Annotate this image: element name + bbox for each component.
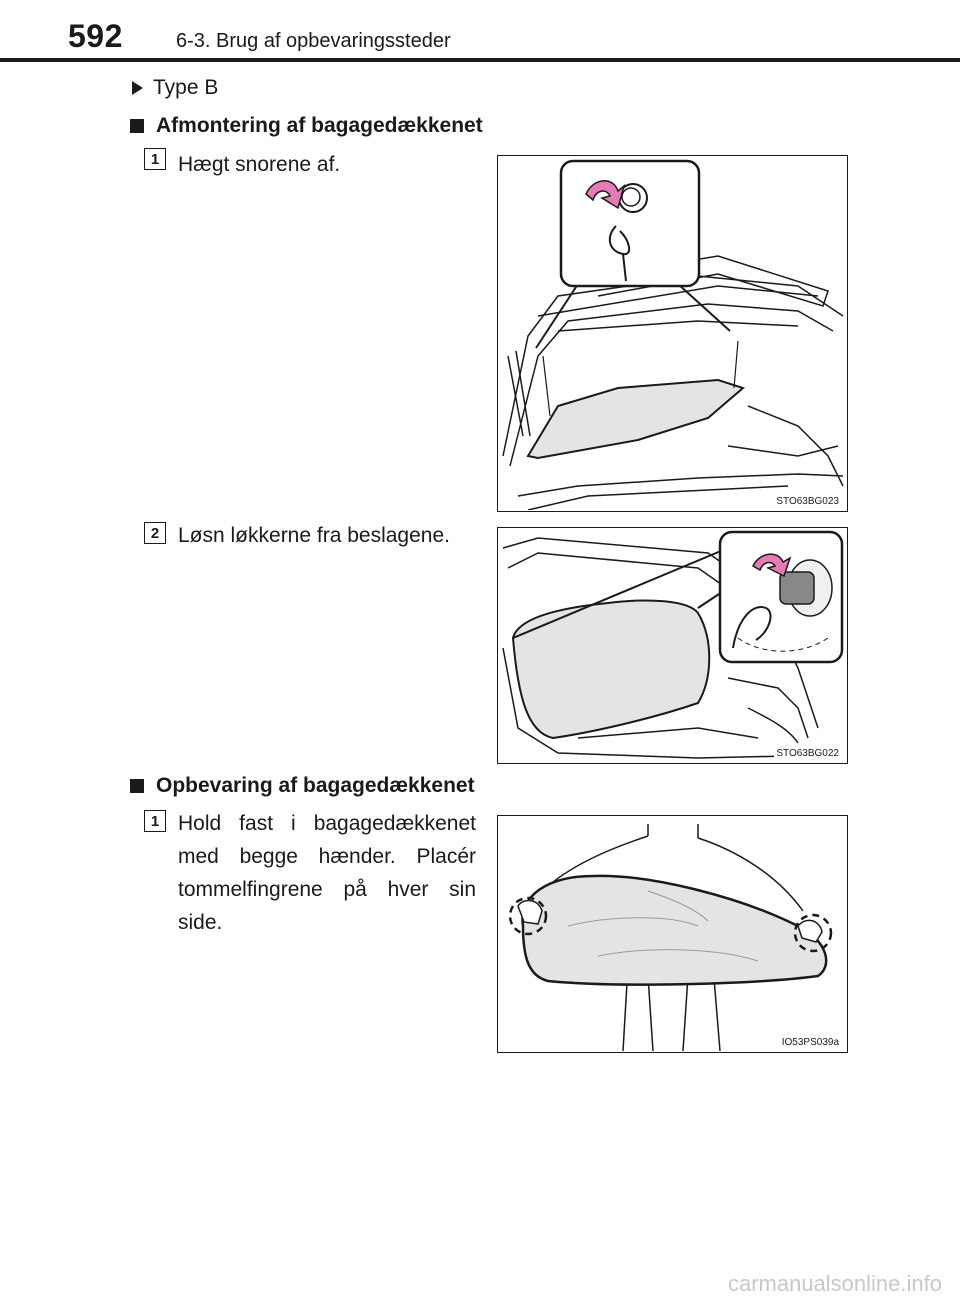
section-heading-removal	[130, 114, 483, 138]
header-title: 6-3. Brug af opbevaringssteder	[176, 30, 451, 52]
figure-unhook-cords	[497, 155, 848, 512]
watermark: carmanualsonline.info	[727, 1271, 942, 1296]
section-heading-text: Afmontering af bagagedækkenet	[156, 114, 483, 137]
figure-code: STO63BG022	[776, 748, 839, 759]
step-number-badge: 1	[144, 148, 166, 170]
triangle-bullet-icon	[132, 81, 143, 95]
square-bullet-icon	[130, 119, 144, 133]
loops-brackets-illustration	[498, 528, 846, 762]
step-number-badge: 1	[144, 810, 166, 832]
square-bullet-icon	[130, 779, 144, 793]
section-heading-text: Opbevaring af bagagedækkenet	[156, 774, 475, 797]
step-text: Hægt snorene af.	[178, 153, 341, 176]
figure-code: IO53PS039a	[781, 1037, 839, 1048]
figure-loosen-loops	[497, 527, 848, 764]
figure-code: STO63BG023	[776, 496, 839, 507]
page-number: 592	[68, 18, 123, 54]
type-label-text: Type B	[153, 76, 219, 99]
step-number-badge: 2	[144, 522, 166, 544]
figure-hold-cover	[497, 815, 848, 1053]
tailgate-cords-illustration	[498, 156, 846, 510]
header-rule	[0, 58, 960, 62]
step-text: Løsn løkkerne fra beslagene.	[178, 524, 450, 547]
step-text: Hold fast i bagagedækkenet med begge hænder. Placér tommelfingrene på hver sin side.	[178, 812, 476, 934]
person-holding-cover-illustration	[498, 816, 846, 1051]
type-label	[132, 76, 218, 100]
section-heading-storage	[130, 774, 475, 798]
